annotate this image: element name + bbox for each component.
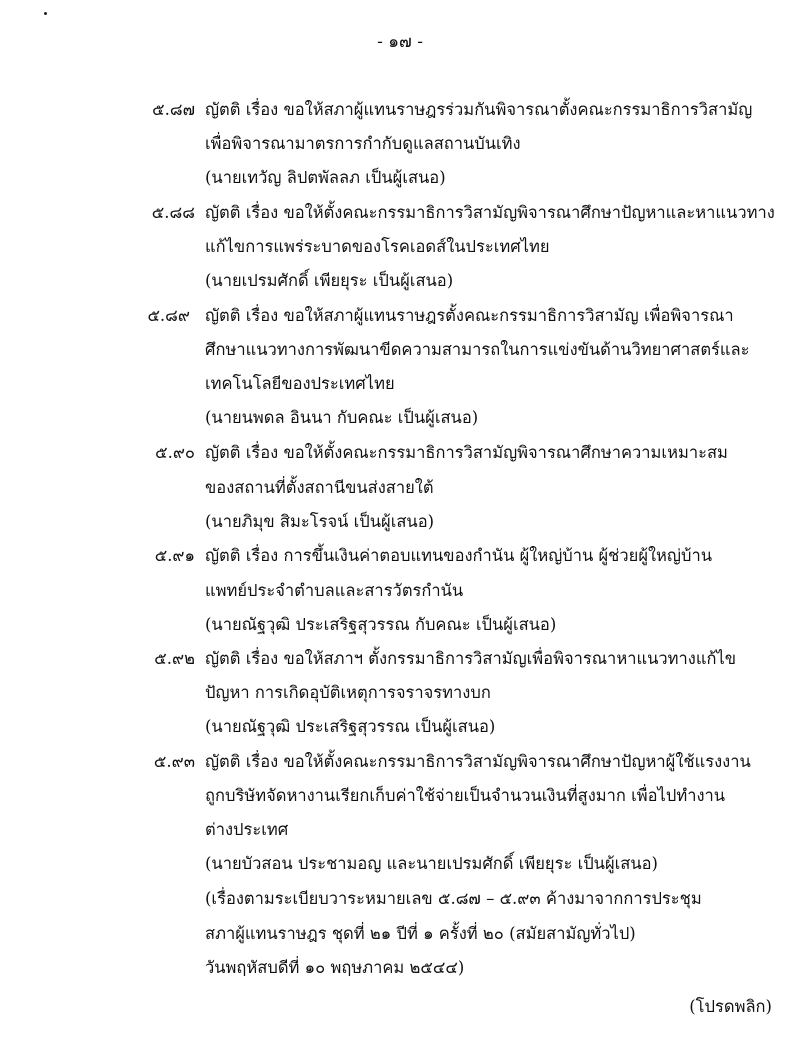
item-text-line: ญัตติ เรื่อง ขอให้ตั้งคณะกรรมาธิการวิสามัญพิจารณาศึกษาปัญหาผู้ใช้แรงงาน xyxy=(205,752,751,771)
item-proposer: (นายบัวสอน ประชามอญ และนายเปรมศักดิ์ เพียยุระ เป็นผู้เสนอ) xyxy=(205,854,658,873)
item-text-line: ต่างประเทศ xyxy=(205,820,289,839)
item-number: ๕.๘๙ xyxy=(147,306,190,325)
item-text-line: เพื่อพิจารณามาตรการกำกับดูแลสถานบันเทิง xyxy=(205,134,521,153)
item-number: ๕.๙๐ xyxy=(155,443,195,462)
item-proposer: (นายเทวัญ ลิปตพัลลภ เป็นผู้เสนอ) xyxy=(205,168,446,187)
item-note: (เรื่องตามระเบียบวาระหมายเลข ๕.๘๗ – ๕.๙๓ ค้างมาจากการประชุม xyxy=(205,889,702,908)
item-proposer: (นายนพดล อินนา กับคณะ เป็นผู้เสนอ) xyxy=(205,408,479,427)
please-turn-over: (โปรดพลิก) xyxy=(689,997,772,1016)
item-text-line: ญัตติ เรื่อง ขอให้ตั้งคณะกรรมาธิการวิสามัญพิจารณาศึกษาปัญหาและหาแนวทาง xyxy=(205,203,775,222)
item-text-line: ญัตติ เรื่อง ขอให้สภาผู้แทนราษฎรร่วมกันพิจารณาตั้งคณะกรรมาธิการวิสามัญ xyxy=(205,100,753,119)
item-text-line: ถูกบริษัทจัดหางานเรียกเก็บค่าใช้จ่ายเป็นจำนวนเงินที่สูงมาก เพื่อไปทำงาน xyxy=(205,786,726,805)
item-text-line: แพทย์ประจำตำบลและสารวัตรกำนัน xyxy=(205,581,464,600)
item-number: ๕.๙๒ xyxy=(154,649,195,668)
item-proposer: (นายณัฐวุฒิ ประเสริฐสุวรรณ กับคณะ เป็นผู้เสนอ) xyxy=(205,615,557,634)
page-number: - ๑๗ - xyxy=(377,32,423,52)
item-proposer: (นายภิมุข สิมะโรจน์ เป็นผู้เสนอ) xyxy=(205,512,435,531)
item-text-line: ของสถานที่ตั้งสถานีขนส่งสายใต้ xyxy=(205,478,434,497)
item-number: ๕.๙๑ xyxy=(154,546,195,565)
item-note: วันพฤหัสบดีที่ ๑๐ พฤษภาคม ๒๕๔๔) xyxy=(205,958,465,977)
item-text-line: ศึกษาแนวทางการพัฒนาขีดความสามารถในการแข่งขันด้านวิทยาศาสตร์และ xyxy=(205,340,750,359)
item-text-line: ปัญหา การเกิดอุบัติเหตุการจราจรทางบก xyxy=(205,683,491,702)
item-number: ๕.๘๘ xyxy=(151,203,195,222)
item-text-line: แก้ไขการแพร่ระบาดของโรคเอดส์ในประเทศไทย xyxy=(205,237,550,256)
item-number: ๕.๙๓ xyxy=(153,752,195,771)
item-note: สภาผู้แทนราษฎร ชุดที่ ๒๑ ปีที่ ๑ ครั้งที่ ๒๐ (สมัยสามัญทั่วไป) xyxy=(205,924,636,943)
item-number: ๕.๘๗ xyxy=(152,100,195,119)
item-proposer: (นายณัฐวุฒิ ประเสริฐสุวรรณ เป็นผู้เสนอ) xyxy=(205,717,496,736)
item-text-line: ญัตติ เรื่อง การขึ้นเงินค่าตอบแทนของกำนัน ผู้ใหญ่บ้าน ผู้ช่วยผู้ใหญ่บ้าน xyxy=(205,546,712,565)
item-proposer: (นายเปรมศักดิ์ เพียยุระ เป็นผู้เสนอ) xyxy=(205,271,454,290)
item-text-line: เทคโนโลยีของประเทศไทย xyxy=(205,374,395,393)
item-text-line: ญัตติ เรื่อง ขอให้ตั้งคณะกรรมาธิการวิสามัญพิจารณาศึกษาความเหมาะสม xyxy=(205,443,728,462)
item-text-line: ญัตติ เรื่อง ขอให้สภาผู้แทนราษฎรตั้งคณะกรรมาธิการวิสามัญ เพื่อพิจารณา xyxy=(205,306,734,325)
item-text-line: ญัตติ เรื่อง ขอให้สภาฯ ตั้งกรรมาธิการวิสามัญเพื่อพิจารณาหาแนวทางแก้ไข xyxy=(205,649,737,668)
scan-speck xyxy=(44,12,47,15)
